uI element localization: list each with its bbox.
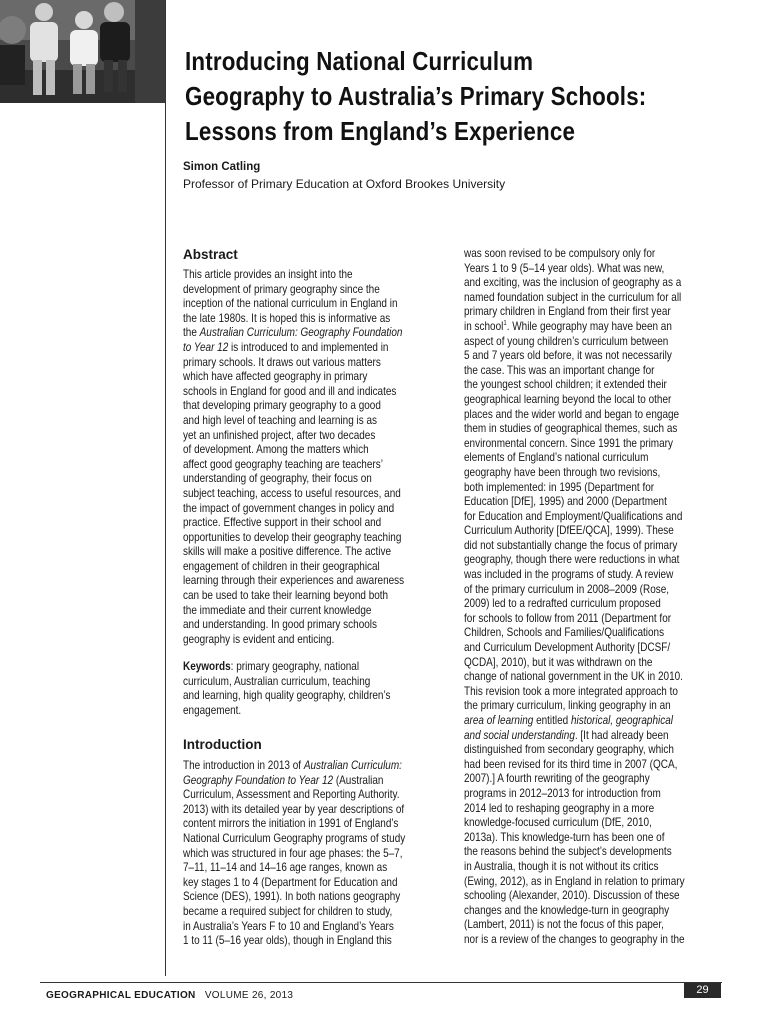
body-line: and social understanding. [It had already been [464, 728, 669, 742]
introduction-line: Curriculum, Assessment and Reporting Authority. [183, 788, 400, 802]
abstract-line: can be used to take their learning beyond both [183, 589, 389, 603]
title-line: Introducing National Curriculum [185, 46, 534, 76]
keywords-paragraph [183, 660, 455, 718]
abstract-line: and high level of teaching and learning is as [183, 413, 378, 427]
abstract-line: schools in England for good and ill and indicates [183, 384, 397, 398]
abstract-line: the Australian Curriculum: Geography Foundation [183, 326, 403, 340]
author-affiliation: Professor of Primary Education at Oxford Brookes University [183, 177, 506, 191]
body-line: Years 1 to 9 (5–14 year olds). What was new, [464, 261, 665, 275]
journal-volume: VOLUME 26, 2013 [204, 990, 294, 1001]
body-line: Children, Schools and Families/Qualifications [464, 626, 665, 640]
body-line: environmental concern. Since 1991 the primary [464, 436, 673, 450]
abstract-line: skills will make a positive difference. The active [183, 545, 391, 559]
body-line: primary children in England from their first year [464, 305, 671, 319]
body-line: the case. This was an important change for [464, 363, 655, 377]
body-line: changes and the knowledge-turn in geography [464, 903, 670, 917]
body-line: 2013a). This knowledge-turn has been one of [464, 830, 665, 844]
introduction-line: content mirrors the initiation in 1991 of England’s [183, 817, 399, 831]
introduction-line: which was structured in four age phases: the 5–7, [183, 846, 403, 860]
body-line: 2014 led to reshaping geography in a more [464, 801, 655, 815]
body-line: Education [DfE], 1995) and 2000 (Department [464, 495, 667, 509]
body-line: geography, though there were reductions in what [464, 553, 680, 567]
keywords-line: curriculum, Australian curriculum, teaching [183, 674, 371, 688]
journal-name: GEOGRAPHICAL EDUCATION [46, 990, 196, 1001]
introduction-line: key stages 1 to 4 (Department for Education and [183, 875, 398, 889]
introduction-line: National Curriculum Geography programs of study [183, 831, 406, 845]
abstract-line: affect good geography teaching are teachers’ [183, 457, 383, 471]
abstract-body [183, 268, 455, 647]
keywords-label: Keywords [183, 660, 231, 673]
body-line: (Lambert, 2011) is not the focus of this paper, [464, 918, 664, 932]
introduction-line: 7–11, 11–14 and 14–16 age ranges, known as [183, 861, 388, 875]
body-line: distinguished from secondary geography, which [464, 743, 674, 757]
body-line: the reasons behind the subject’s developments [464, 845, 672, 859]
abstract-line: inception of the national curriculum in England in [183, 297, 398, 311]
body-line: both implemented: in 1995 (Department for [464, 480, 655, 494]
body-line: was included in the programs of study. A review [464, 568, 674, 582]
title-line: Lessons from England’s Experience [185, 116, 576, 146]
abstract-line: the immediate and their current knowledge [183, 603, 372, 617]
body-line: and Curriculum Development Authority [DCSF/ [464, 641, 671, 655]
body-line: geography have been through two revisions, [464, 465, 661, 479]
keywords-line: engagement. [183, 703, 242, 717]
body-line: of the primary curriculum in 2008–2009 (Rose, [464, 582, 670, 596]
introduction-heading: Introduction [183, 737, 262, 752]
body-line: in school$^1$. While geography may have been an [464, 319, 672, 333]
body-line: and exciting, was the inclusion of geography as a [464, 276, 682, 290]
abstract-line: development of primary geography since the [183, 282, 380, 296]
body-line: area of learning entitled historical, geographical [464, 714, 673, 727]
author-name: Simon Catling [183, 161, 261, 173]
article-title [185, 44, 667, 149]
body-line: (Ewing, 2012), as in England in relation to primary [464, 874, 685, 888]
abstract-line: of development. Among the matters which [183, 443, 369, 457]
abstract-line: learning through their experiences and awareness [183, 574, 405, 588]
introduction-body [183, 759, 455, 949]
introduction-line: in Australia’s Years F to 10 and England’s Years [183, 919, 394, 933]
body-line: aspect of young children’s curriculum between [464, 334, 669, 348]
body-line: This revision took a more integrated approach to [464, 684, 678, 698]
body-line: 5 and 7 years old before, it was not necessarily [464, 349, 672, 363]
keywords-line: and learning, high quality geography, children’s [183, 689, 391, 703]
abstract-line: and understanding. In good primary schools [183, 618, 377, 632]
abstract-line: This article provides an insight into the [183, 268, 353, 281]
introduction-line: became a required subject for children to study, [183, 904, 393, 918]
header-photo-children [0, 0, 165, 103]
introduction-line: Science (DES), 1991). In both nations geography [183, 890, 401, 904]
abstract-line: engagement of children in their geographical [183, 559, 380, 573]
body-line: Curriculum Authority [DfEE/QCA], 1999). These [464, 524, 674, 538]
abstract-line: the impact of government changes in policy and [183, 501, 395, 515]
abstract-line: which have affected geography in primary [183, 370, 368, 384]
body-line: 2007).] A fourth rewriting of the geography [464, 772, 650, 786]
abstract-line: primary schools. It draws out various matters [183, 355, 381, 369]
body-line: places and the wider world and began to engage [464, 407, 680, 421]
abstract-line: yet an unfinished project, after two decades [183, 428, 376, 442]
abstract-line: practice. Effective support in their school and [183, 516, 382, 530]
introduction-line: The introduction in 2013 of Australian Curriculum: [183, 759, 402, 772]
vertical-rule [165, 0, 166, 976]
introduction-line: Geography Foundation to Year 12 (Australian [183, 773, 384, 787]
body-line: the primary curriculum, linking geography in an [464, 699, 671, 713]
introduction-line: 2013) with its detailed year by year descriptions of [183, 802, 405, 816]
abstract-line: opportunities to develop their geography teaching [183, 530, 402, 544]
abstract-line: to Year 12 is introduced to and implemented in [183, 340, 389, 354]
body-line: elements of England’s national curriculum [464, 451, 649, 465]
body-line: schooling (Alexander, 2010). Discussion of these [464, 889, 680, 903]
body-line: in Australia, though it is not without its critics [464, 859, 659, 873]
abstract-line: geography is evident and enticing. [183, 632, 335, 646]
body-line: for Education and Employment/Qualifications and [464, 509, 683, 523]
keywords-line: : primary geography, national [230, 660, 360, 673]
abstract-line: subject teaching, access to useful resources, and [183, 486, 401, 500]
body-line: for schools to follow from 2011 (Department for [464, 611, 672, 625]
body-line: had been revised for its third time in 2007 (QCA, [464, 757, 678, 771]
body-line: programs in 2012–2013 for introduction from [464, 786, 661, 800]
abstract-line: that developing primary geography to a good [183, 399, 381, 413]
body-line: nor is a review of the changes to geography in the [464, 932, 685, 946]
title-line: Geography to Australia’s Primary Schools: [185, 81, 647, 111]
footer-rule [40, 982, 722, 983]
right-column-body [464, 247, 738, 948]
abstract-line: the late 1980s. It is hoped this is informative as [183, 311, 391, 325]
body-line: 2009) led to a redrafted curriculum proposed [464, 597, 661, 611]
abstract-line: understanding of geography, their focus on [183, 472, 372, 486]
abstract-heading: Abstract [183, 247, 238, 262]
footer-journal [46, 990, 293, 1001]
body-line: did not substantially change the focus of primary [464, 538, 678, 552]
body-line: the youngest school children; it extended their [464, 378, 667, 392]
body-line: them in studies of geographical themes, such as [464, 422, 678, 436]
body-line: change of national government in the UK in 2010. [464, 670, 683, 684]
body-line: knowledge-focused curriculum (DfE, 2010, [464, 816, 652, 830]
body-line: named foundation subject in the curriculum for all [464, 290, 682, 304]
body-line: QCDA], 2010), but it was withdrawn on the [464, 655, 653, 669]
body-line: geographical learning beyond the local to other [464, 392, 672, 406]
body-line: was soon revised to be compulsory only for [464, 247, 656, 260]
page-number: 29 [684, 983, 721, 998]
introduction-line: 1 to 11 (5–16 year olds), though in England this [183, 934, 392, 948]
